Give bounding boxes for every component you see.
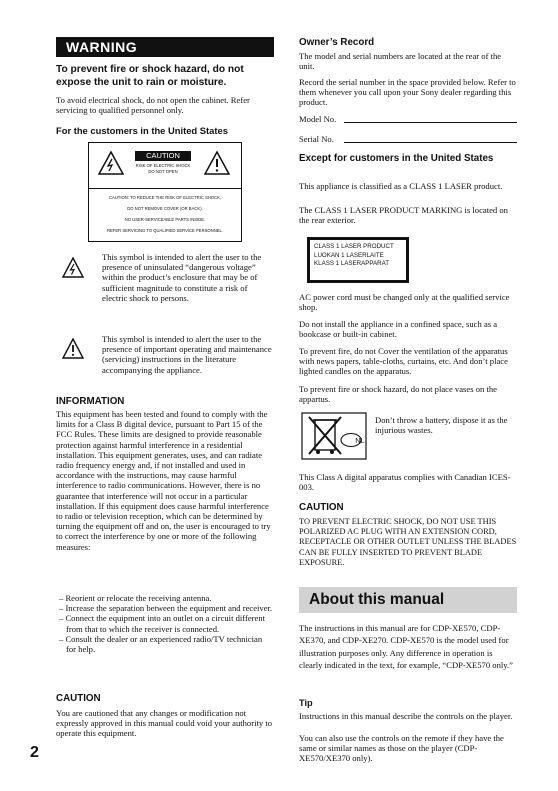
class1-laser-label bbox=[307, 237, 409, 283]
caution-label-line: CAUTION: TO REDUCE THE RISK OF ELECTRIC SHOCK, bbox=[108, 195, 222, 200]
laser-text1: This appliance is classified as a CLASS 1 LASER product. bbox=[299, 181, 503, 191]
tip-heading: Tip bbox=[299, 698, 313, 708]
shock-warning-text: To avoid electrical shock, do not open the cabinet. Refer servicing to qualified personnel only. bbox=[56, 95, 250, 116]
symbol1-text: This symbol is intended to alert the user to the presence of uninsulated “dangerous voltage” within the product’s enclosure that may be of sufficient magnitude to constitute a risk of electric shock to persons. bbox=[102, 252, 262, 303]
list-item: – Increase the separation between the equipment and receiver. bbox=[59, 603, 273, 614]
confined-space-text: Do not install the appliance in a confined space, such as a bookcase or built-in cabinet. bbox=[299, 319, 498, 340]
measures-list bbox=[56, 593, 274, 654]
tip-text1: Instructions in this manual describe the controls on the player. bbox=[299, 711, 513, 721]
about-manual-heading: About this manual bbox=[299, 587, 517, 613]
tip-text2: You can also use the controls on the remote if they have the same or similar names as those on the player (CDP-XE570/XE370 only). bbox=[299, 733, 504, 764]
except-us-heading: Except for customers in the United States bbox=[299, 153, 494, 164]
laser-label-line: CLASS 1 LASER PRODUCT bbox=[314, 243, 394, 250]
laser-label-line: LUOKAN 1 LASERLAITE bbox=[314, 251, 384, 259]
list-item: – Reorient or relocate the receiving antenna. bbox=[59, 593, 212, 603]
serial-no-label: Serial No. bbox=[299, 134, 334, 144]
exclamation-symbol-icon bbox=[62, 338, 84, 359]
nl-mark: NL bbox=[355, 436, 365, 445]
fire-shock-heading: To prevent fire or shock hazard, do not expose the unit to rain or moisture. bbox=[56, 64, 244, 88]
owners-record-text1: The model and serial numbers are located at the rear of the unit. bbox=[299, 51, 502, 72]
about-manual-text: The instructions in this manual are for CDP-XE570, CDP-XE370, and CDP-XE270. CDP-XE570 is the model used for illustration purposes only. Any difference in operation is clearly indicated in the text, for example, “CDP-XE570 only.” bbox=[299, 623, 513, 671]
symbol2-text: This symbol is intended to alert the user to the presence of important operating and maintenance (servicing) instructions in the literature accompanying the appliance. bbox=[102, 334, 272, 375]
canada-text: This Class A digital apparatus complies with Canadian ICES-003. bbox=[299, 472, 511, 493]
caution-label-sub: RISK OF ELECTRIC SHOCK DO NOT OPEN bbox=[135, 163, 191, 174]
warning-banner: WARNING bbox=[56, 37, 274, 57]
caution-label-line: REFER SERVICING TO QUALIFIED SERVICE PERSONNEL. bbox=[106, 228, 224, 233]
caution-label-line: NO USER-SERVICEABLE PARTS INSIDE. bbox=[124, 217, 206, 222]
lightning-warning-icon bbox=[98, 151, 124, 175]
information-text: This equipment has been tested and found to comply with the limits for a Class B digital device, pursuant to Part 15 of the FCC Rules. These limits are designed to provide reasonable protection against harmful interference in a residential installation. This equipment generates, uses, and can radiate radio frequency energy and, if not installed and used in accordance with the instructions, may cause harmful interference to radio communications. However, there is no guarantee that interference will not occur in a particular installation. If this equipment does cause harmful interference to radio or television reception, which can be determined by turning the equipment off and on, the user is encouraged to try to correct the interference by one or more of the following measures: bbox=[56, 409, 271, 552]
vases-text: To prevent fire or shock hazard, do not place vases on the appartus. bbox=[299, 384, 497, 405]
us-customers-heading: For the customers in the United States bbox=[56, 125, 228, 136]
owners-record-heading: Owner’s Record bbox=[299, 37, 375, 48]
caution-text-right: TO PREVENT ELECTRIC SHOCK, DO NOT USE THIS POLARIZED AC PLUG WITH AN EXTENSION CORD, RECEPTACLE OR OTHER OUTLET UNLESS THE BLADES CAN BE FULLY INSERTED TO PREVENT BLADE EXPOSURE. bbox=[299, 517, 517, 567]
battery-text: Don’t throw a battery, dispose it as the injurious wastes. bbox=[375, 415, 508, 436]
information-heading: INFORMATION bbox=[56, 396, 125, 407]
laser-label-line: KLASS 1 LASERAPPARAT bbox=[314, 260, 390, 267]
list-item: – Consult the dealer or an experienced radio/TV technician for help. bbox=[59, 633, 263, 655]
owners-record-text2: Record the serial number in the space provided below. Refer to them whenever you call upon your Sony dealer regarding this product. bbox=[299, 77, 516, 108]
model-no-field bbox=[344, 122, 517, 123]
caution-label-line: DO NOT REMOVE COVER (OR BACK). bbox=[127, 206, 203, 211]
caution-text-left: You are cautioned that any changes or modification not expressly approved in this manual could void your authority to operate this equipment. bbox=[56, 708, 272, 739]
caution-label bbox=[88, 142, 242, 242]
caution-heading-left: CAUTION bbox=[56, 693, 101, 704]
page-number: 2 bbox=[30, 744, 39, 761]
lightning-symbol-icon bbox=[62, 257, 84, 278]
exclamation-warning-icon bbox=[204, 151, 230, 175]
ventilation-text: To prevent fire, do not Cover the ventilation of the apparatus with news papers, table-cloths, curtains, etc. And don’t place lighted candles on the apparatus. bbox=[299, 346, 508, 377]
laser-text2: The CLASS 1 LASER PRODUCT MARKING is located on the rear exterior. bbox=[299, 205, 508, 226]
list-item: – Connect the equipment into an outlet on a circuit different from that to which the receiver is connected. bbox=[59, 613, 266, 634]
ac-cord-text: AC power cord must be changed only at the qualified service shop. bbox=[299, 292, 510, 313]
caution-heading-right: CAUTION bbox=[299, 502, 344, 513]
caution-label-title: CAUTION bbox=[135, 151, 191, 161]
model-no-label: Model No. bbox=[299, 114, 337, 124]
serial-no-field bbox=[344, 142, 517, 143]
